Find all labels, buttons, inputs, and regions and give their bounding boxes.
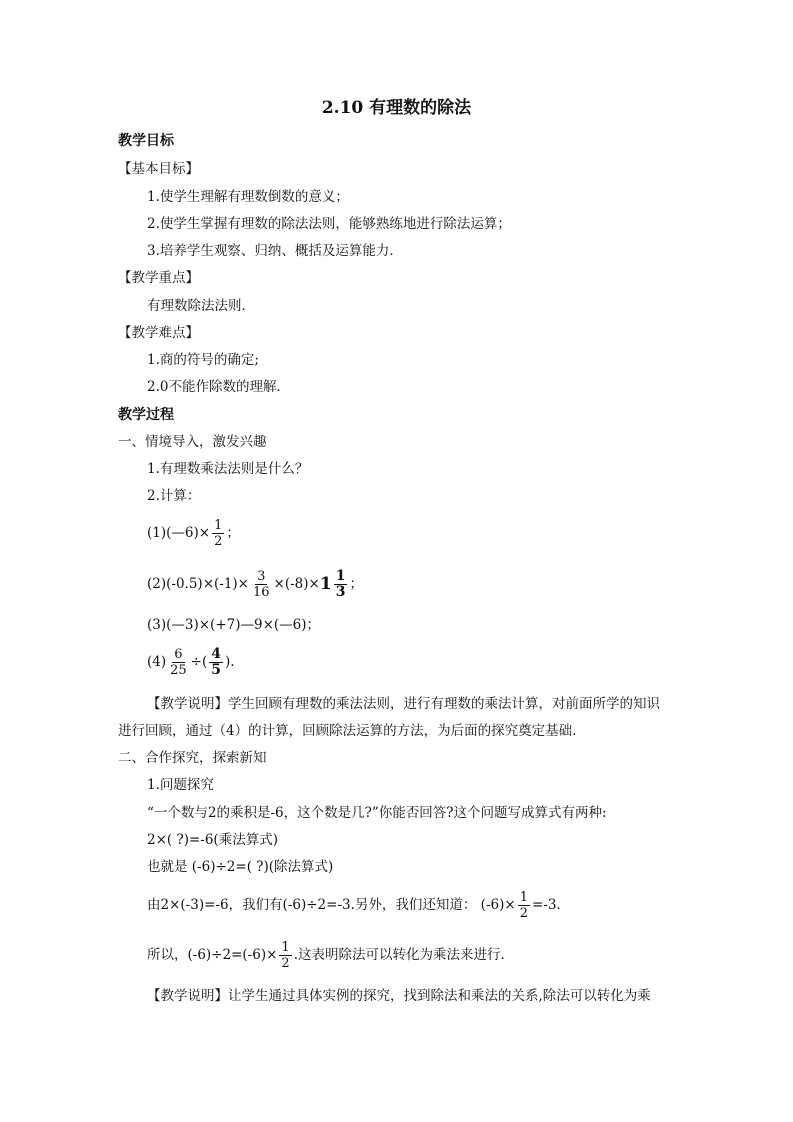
part1-question-2: 2.计算：	[147, 488, 201, 504]
fraction-numerator: 1	[214, 517, 223, 533]
fraction-denominator: 3	[335, 583, 346, 600]
fraction	[209, 647, 223, 678]
fraction-denominator: 2	[281, 955, 290, 971]
fraction	[334, 569, 348, 600]
fraction-denominator: 2	[214, 533, 223, 549]
part2-heading: 二、合作探究，探索新知	[118, 750, 267, 766]
key-point-text: 有理数除法法则．	[147, 298, 255, 314]
exercise-1-suffix: ；	[226, 525, 240, 541]
fraction-numerator: 1	[281, 939, 290, 955]
process-heading: 教学过程	[118, 407, 174, 423]
exercise-2-prefix: (2)(-0.5)×(-1)×	[147, 576, 249, 592]
fraction-numerator: 1	[335, 567, 346, 584]
division-equation: 也就是 (-6)÷2=( ?)(除法算式)	[147, 859, 334, 875]
exercise-1-prefix: (1)(—6)×	[147, 525, 211, 541]
exercise-4-prefix: (4)	[147, 654, 167, 670]
fraction	[279, 940, 291, 971]
fraction-numerator: 3	[257, 568, 266, 584]
multiplication-equation: 2×( ?)=-6(乘法算式)	[147, 832, 278, 848]
fraction-numerator: 1	[519, 889, 528, 905]
equation-derivation	[147, 883, 561, 927]
exercise-2-suffix: ；	[349, 576, 363, 592]
fraction	[518, 890, 530, 921]
difficulty-item: 2.0不能作除数的理解．	[147, 379, 290, 395]
fraction-denominator: 25	[170, 662, 187, 678]
exercise-3: (3)(—3)×(+7)—9×(—6)；	[147, 617, 321, 633]
teaching-note-1-line-2: 进行回顾，通过（4）的计算，回顾除法运算的方法，为后面的探究奠定基础.	[118, 723, 577, 739]
difficulty-item: 1.商的符号的确定;	[147, 352, 259, 368]
exercise-4	[147, 640, 235, 684]
fraction	[251, 569, 272, 600]
objectives-heading: 教学目标	[118, 133, 174, 149]
equation-conclusion-suffix: .这表明除法可以转化为乘法来进行.	[293, 947, 505, 963]
fraction-denominator: 5	[211, 661, 222, 678]
page-title: 2.10 有理数的除法	[321, 98, 472, 118]
difficulty-heading: 【教学难点】	[118, 325, 199, 341]
exercise-4-suffix: ).	[225, 654, 235, 670]
basic-objective-item: 2.使学生掌握有理数的除法法则，能够熟练地进行除法运算；	[147, 216, 511, 232]
equation-derivation-suffix: =-3.	[531, 897, 561, 913]
basic-objectives-heading: 【基本目标】	[118, 161, 199, 177]
equation-conclusion-prefix: 所以，(-6)÷2=(-6)×	[147, 947, 278, 963]
fraction	[212, 518, 224, 549]
fraction-numerator: 4	[211, 645, 222, 662]
part1-question-1: 1.有理数乘法法则是什么？	[147, 461, 309, 477]
exercise-2	[147, 562, 363, 606]
fraction-numerator: 6	[174, 646, 183, 662]
equation-conclusion	[147, 933, 505, 977]
exercise-2-mid: ×(-8)×	[273, 576, 320, 592]
mixed-number-whole: 1	[319, 574, 332, 594]
fraction-denominator: 2	[519, 905, 528, 921]
exercise-4-mid: ÷(	[190, 654, 208, 670]
inquiry-question: “一个数与2的乘积是-6，这个数是几?”你能否回答?这个问题写成算式有两种:	[147, 805, 607, 821]
basic-objective-item: 3.培养学生观察、归纳、概括及运算能力．	[147, 243, 403, 259]
teaching-note-1-line-1: 【教学说明】学生回顾有理数的乘法法则，进行有理数的乘法计算，对前面所学的知识	[147, 696, 660, 712]
teaching-note-2-line-1: 【教学说明】让学生通过具体实例的探究，找到除法和乘法的关系,除法可以转化为乘	[147, 988, 651, 1004]
fraction	[168, 647, 189, 678]
fraction-denominator: 16	[253, 584, 270, 600]
basic-objective-item: 1.使学生理解有理数倒数的意义；	[147, 189, 349, 205]
exercise-1	[147, 511, 240, 555]
part2-subheading: 1.问题探究	[147, 777, 214, 793]
equation-derivation-prefix: 由2×(-3)=-6，我们有(-6)÷2=-3.另外，我们还知道： (-6)×	[147, 897, 516, 913]
part1-heading: 一、情境导入，激发兴趣	[118, 434, 267, 450]
key-point-heading: 【教学重点】	[118, 270, 199, 286]
